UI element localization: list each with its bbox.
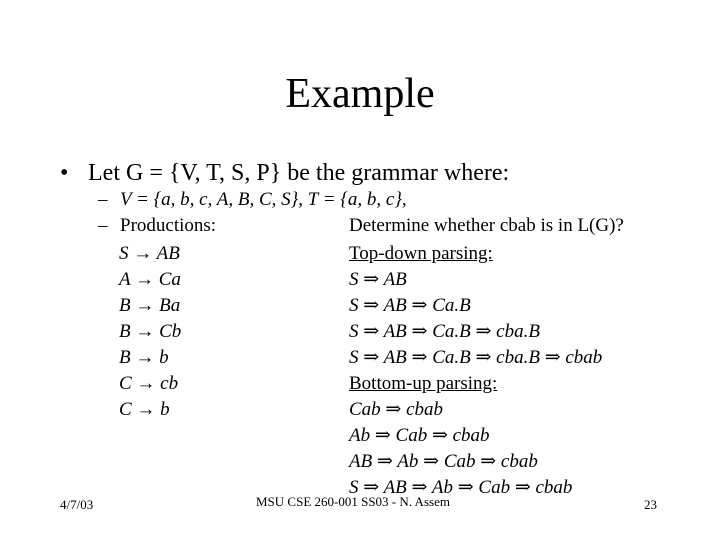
top-down-heading: Top-down parsing: <box>349 243 493 264</box>
sub-item-sets <box>98 188 407 212</box>
main-bullet <box>60 158 509 188</box>
production-rule: A → Ca <box>119 269 181 290</box>
dash-marker: – <box>98 215 108 236</box>
productions-label: Productions: <box>120 215 217 236</box>
bullet-marker: • <box>60 160 69 186</box>
footer-date: 4/7/03 <box>60 497 94 512</box>
sub-item-productions <box>98 214 216 238</box>
slide-title: Example <box>285 71 435 117</box>
production-rule: C → cb <box>119 373 179 394</box>
derivation-step: Cab ⇒ cbab <box>349 399 444 420</box>
sets-definition: V = {a, b, c, A, B, C, S}, T = {a, b, c}, <box>120 189 407 210</box>
dash-marker: – <box>98 189 108 210</box>
derivation-step: S ⇒ AB ⇒ Ca.B <box>349 295 471 316</box>
production-rule: B → Ba <box>119 295 181 316</box>
derivation-step: S ⇒ AB <box>349 269 407 290</box>
production-rule: C → b <box>119 399 170 420</box>
production-rule: S → AB <box>119 243 180 264</box>
derivation-step: S ⇒ AB ⇒ Ca.B ⇒ cba.B ⇒ cbab <box>349 347 603 368</box>
derivation-step: Ab ⇒ Cab ⇒ cbab <box>349 425 490 446</box>
derivation-step: S ⇒ AB ⇒ Ca.B ⇒ cba.B <box>349 321 540 342</box>
derivation-step: S ⇒ AB ⇒ Ab ⇒ Cab ⇒ cbab <box>349 477 573 498</box>
question-text: Determine whether cbab is in L(G)? <box>349 215 624 236</box>
production-rule: B → b <box>119 347 169 368</box>
bottom-up-heading: Bottom-up parsing: <box>349 373 498 394</box>
footer-page-number: 23 <box>644 497 657 512</box>
bullet-text: Let G = {V, T, S, P} be the grammar where: <box>88 160 510 186</box>
derivation-step: AB ⇒ Ab ⇒ Cab ⇒ cbab <box>349 451 538 472</box>
production-rule: B → Cb <box>119 321 182 342</box>
footer-course: MSU CSE 260-001 SS03 - N. Assem <box>256 494 450 509</box>
